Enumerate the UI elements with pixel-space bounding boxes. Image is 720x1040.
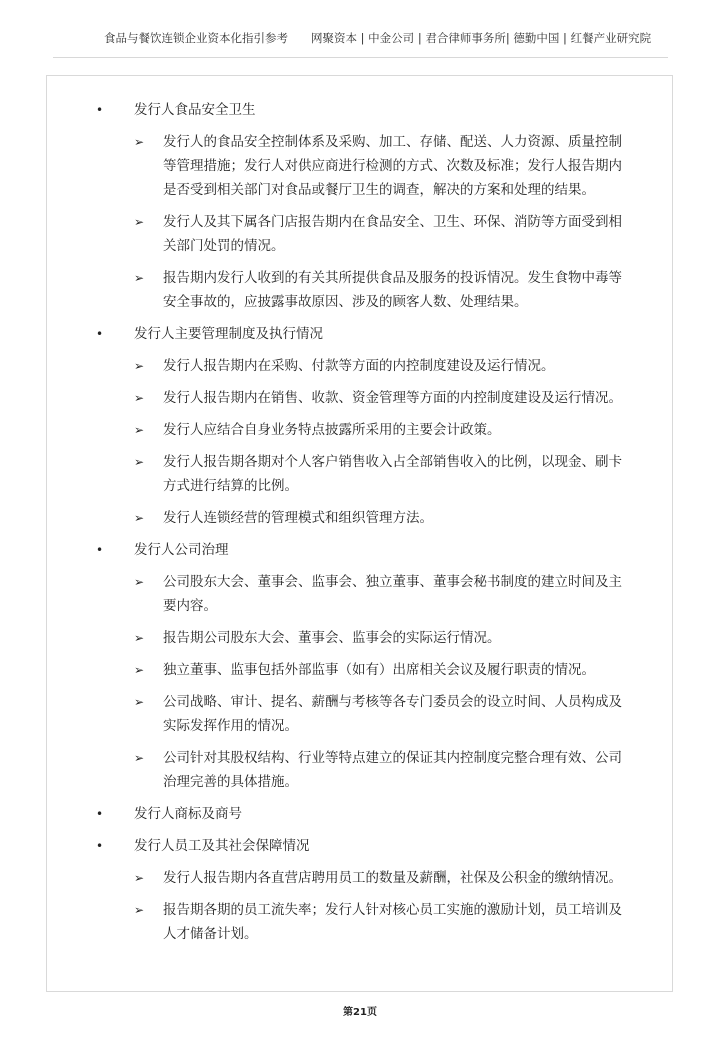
list-item <box>0 450 633 498</box>
bullet-icon: • <box>96 543 104 557</box>
list-item-text: 报告期内发行人收到的有关其所提供食品及服务的投诉情况。发生食物中毒等安全事故的，应披露事故原因、涉及的顾客人数、处理结果。 <box>163 270 622 310</box>
list-item-text: 公司针对其股权结构、行业等特点建立的保证其内控制度完整合理有效、公司治理完善的具体措施。 <box>163 750 622 790</box>
arrow-bullet-icon: ➢ <box>134 511 145 525</box>
list-item-text: 报告期各期的员工流失率；发行人针对核心员工实施的激励计划，员工培训及人才储备计划。 <box>163 902 622 942</box>
list-item <box>0 266 633 314</box>
list-item <box>0 746 633 794</box>
arrow-bullet-icon: ➢ <box>134 271 145 285</box>
list-item <box>0 354 633 378</box>
list-item-text: 公司战略、审计、提名、薪酬与考核等各专门委员会的设立时间、人员构成及实际发挥作用的情况。 <box>163 694 622 734</box>
list-item <box>0 570 633 618</box>
arrow-bullet-icon: ➢ <box>134 903 145 917</box>
arrow-bullet-icon: ➢ <box>134 751 145 765</box>
arrow-bullet-icon: ➢ <box>134 135 145 149</box>
list-item-text: 独立董事、监事包括外部监事（如有）出席相关会议及履行职责的情况。 <box>163 662 595 678</box>
section-title: 发行人主要管理制度及执行情况 <box>134 326 323 342</box>
bullet-icon: • <box>96 103 104 117</box>
arrow-bullet-icon: ➢ <box>134 631 145 645</box>
arrow-bullet-icon: ➢ <box>134 423 145 437</box>
list-item <box>0 866 633 890</box>
list-item <box>0 210 633 258</box>
list-item <box>0 130 633 202</box>
list-item-text: 发行人报告期各期对个人客户销售收入占全部销售收入的比例，以现金、刷卡方式进行结算的比例。 <box>163 454 622 494</box>
header-document-title: 食品与餐饮连锁企业资本化指引参考 <box>104 31 288 45</box>
list-item-text: 发行人报告期内在采购、付款等方面的内控制度建设及运行情况。 <box>163 358 555 374</box>
list-item-text: 发行人连锁经营的管理模式和组织管理方法。 <box>163 510 433 526</box>
list-item-text: 发行人应结合自身业务特点披露所采用的主要会计政策。 <box>163 422 501 438</box>
arrow-bullet-icon: ➢ <box>134 455 145 469</box>
section-heading <box>0 322 720 354</box>
list-item-text: 发行人报告期内各直营店聘用员工的数量及薪酬，社保及公积金的缴纳情况。 <box>163 870 622 886</box>
list-item <box>0 626 633 650</box>
section-title: 发行人商标及商号 <box>134 806 242 822</box>
arrow-bullet-icon: ➢ <box>134 695 145 709</box>
list-item <box>0 658 633 682</box>
arrow-bullet-icon: ➢ <box>134 575 145 589</box>
bullet-icon: • <box>96 807 104 821</box>
list-item <box>0 506 633 530</box>
list-item <box>0 418 633 442</box>
list-item-text: 报告期公司股东大会、董事会、监事会的实际运行情况。 <box>163 630 501 646</box>
page-number: 第21页 <box>343 1007 377 1018</box>
arrow-bullet-icon: ➢ <box>134 663 145 677</box>
arrow-bullet-icon: ➢ <box>134 391 145 405</box>
list-item-text: 发行人的食品安全控制体系及采购、加工、存储、配送、人力资源、质量控制等管理措施；发行人对供应商进行检测的方式、次数及标准；发行人报告期内是否受到相关部门对食品或餐厅卫生的调查，解决的方案和处理的结果。 <box>163 134 622 198</box>
section-heading <box>0 834 720 866</box>
header-organizations: 网聚资本 | 中金公司 | 君合律师事务所| 德勤中国 | 红餐产业研究院 <box>311 31 652 45</box>
list-item <box>0 898 633 946</box>
section-title: 发行人公司治理 <box>134 542 229 558</box>
header-divider <box>53 57 668 58</box>
list-item-text: 公司股东大会、董事会、监事会、独立董事、董事会秘书制度的建立时间及主要内容。 <box>163 574 622 614</box>
section-title: 发行人员工及其社会保障情况 <box>134 838 310 854</box>
section-heading <box>0 802 720 834</box>
content-body <box>0 98 720 954</box>
list-item <box>0 690 633 738</box>
bullet-icon: • <box>96 327 104 341</box>
list-item <box>0 386 633 410</box>
section-heading <box>0 98 720 130</box>
section-heading <box>0 538 720 570</box>
bullet-icon: • <box>96 839 104 853</box>
arrow-bullet-icon: ➢ <box>134 871 145 885</box>
section-title: 发行人食品安全卫生 <box>134 102 256 118</box>
arrow-bullet-icon: ➢ <box>134 359 145 373</box>
list-item-text: 发行人及其下属各门店报告期内在食品安全、卫生、环保、消防等方面受到相关部门处罚的情况。 <box>163 214 622 254</box>
arrow-bullet-icon: ➢ <box>134 215 145 229</box>
list-item-text: 发行人报告期内在销售、收款、资金管理等方面的内控制度建设及运行情况。 <box>163 390 622 406</box>
